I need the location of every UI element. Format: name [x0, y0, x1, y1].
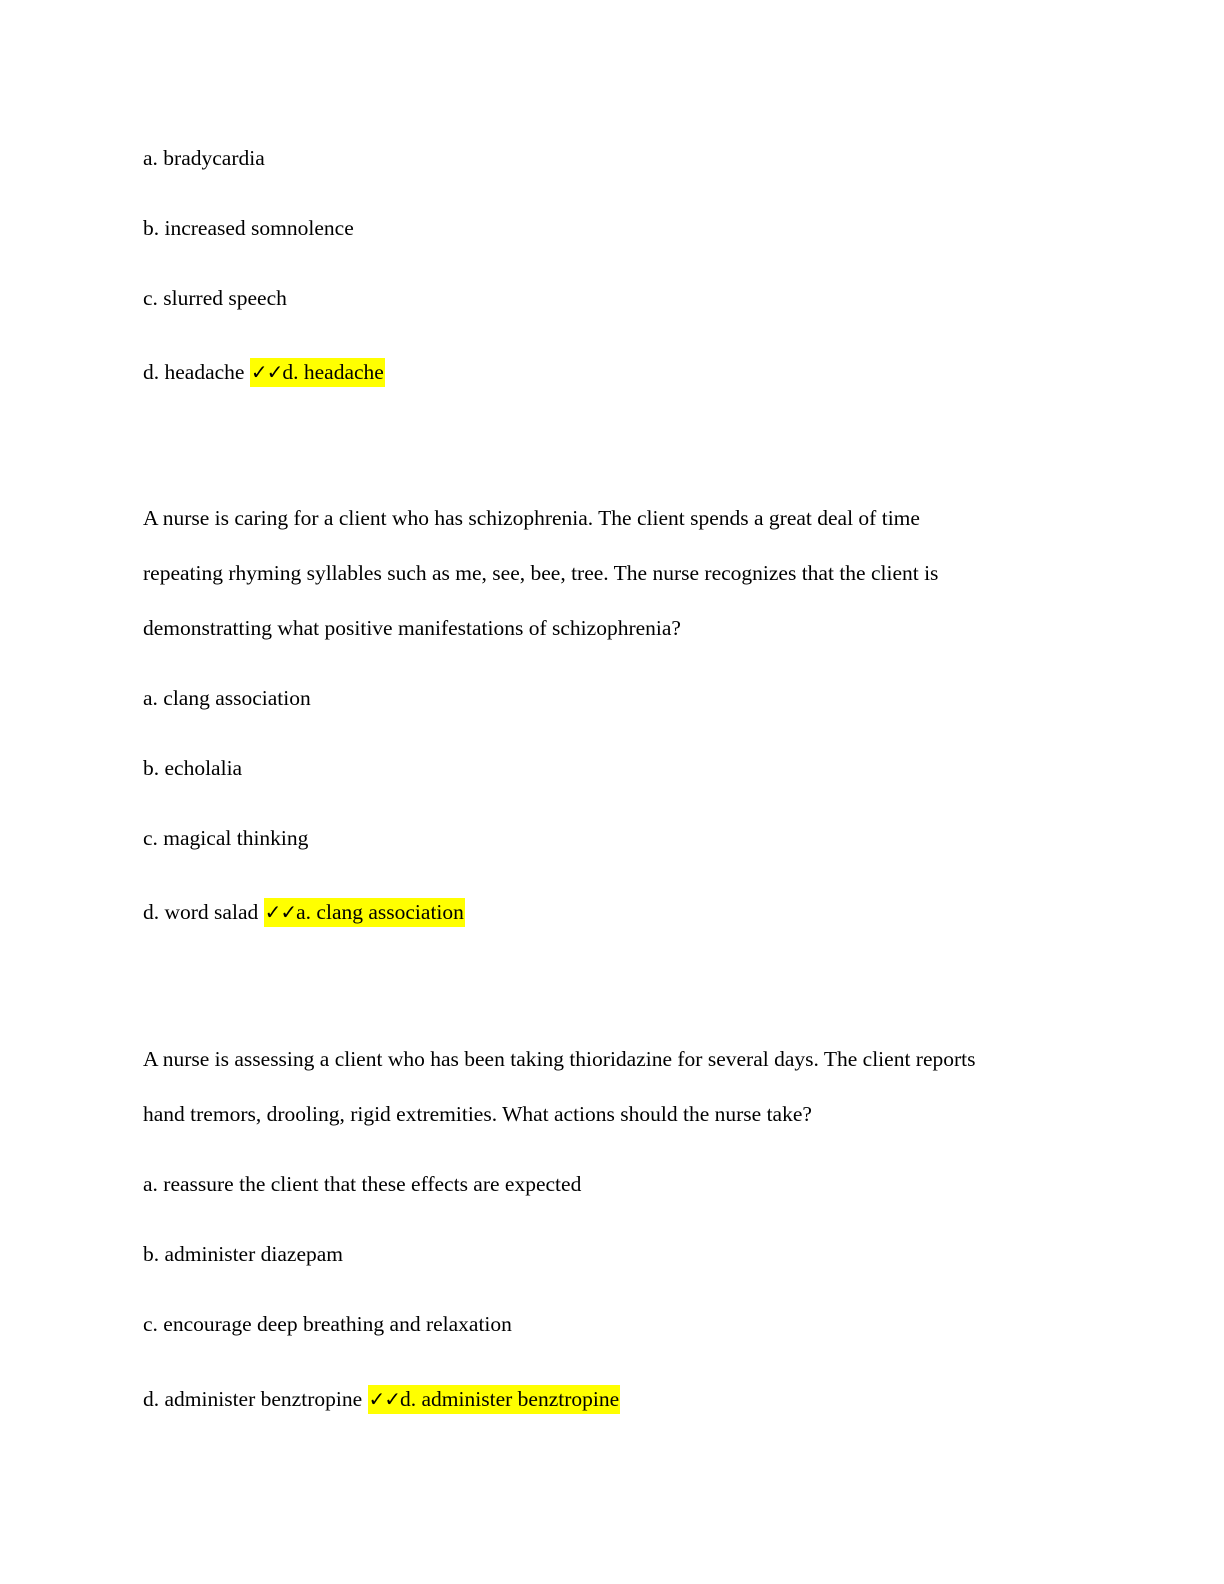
- q2-option-b: b. echolalia: [143, 756, 243, 780]
- double-checkmark-icon: ✓✓: [368, 1387, 401, 1411]
- q1-option-d-line: [143, 359, 385, 385]
- q1-answer-highlight: [250, 358, 385, 387]
- q2-answer: a. clang association: [296, 900, 464, 924]
- q3-option-d: d. administer benztropine: [143, 1387, 363, 1411]
- q2-stem-line-1: A nurse is caring for a client who has schizophrenia. The client spends a great deal of time: [143, 506, 920, 530]
- q1-option-a: a. bradycardia: [143, 146, 265, 170]
- q3-option-a: a. reassure the client that these effects are expected: [143, 1172, 582, 1196]
- q3-answer: d. administer benztropine: [400, 1387, 620, 1411]
- q3-answer-highlight: [368, 1385, 621, 1414]
- q3-stem-line-2: hand tremors, drooling, rigid extremities. What actions should the nurse take?: [143, 1102, 812, 1126]
- q1-option-c: c. slurred speech: [143, 286, 287, 310]
- q2-stem-line-2: repeating rhyming syllables such as me, see, bee, tree. The nurse recognizes that the client is: [143, 561, 939, 585]
- q3-option-b: b. administer diazepam: [143, 1242, 343, 1266]
- q1-option-d: d. headache: [143, 360, 245, 384]
- q2-option-d-line: [143, 899, 465, 925]
- q3-option-d-line: [143, 1386, 620, 1412]
- q2-option-d: d. word salad: [143, 900, 259, 924]
- q3-stem-line-1: A nurse is assessing a client who has been taking thioridazine for several days. The client reports: [143, 1047, 976, 1071]
- q2-option-a: a. clang association: [143, 686, 311, 710]
- double-checkmark-icon: ✓✓: [264, 900, 297, 924]
- q1-option-b: b. increased somnolence: [143, 216, 354, 240]
- q2-option-c: c. magical thinking: [143, 826, 309, 850]
- double-checkmark-icon: ✓✓: [250, 360, 283, 384]
- q2-stem-line-3: demonstratting what positive manifestations of schizophrenia?: [143, 616, 681, 640]
- q2-answer-highlight: [264, 898, 465, 927]
- q3-option-c: c. encourage deep breathing and relaxation: [143, 1312, 512, 1336]
- q1-answer: d. headache: [282, 360, 384, 384]
